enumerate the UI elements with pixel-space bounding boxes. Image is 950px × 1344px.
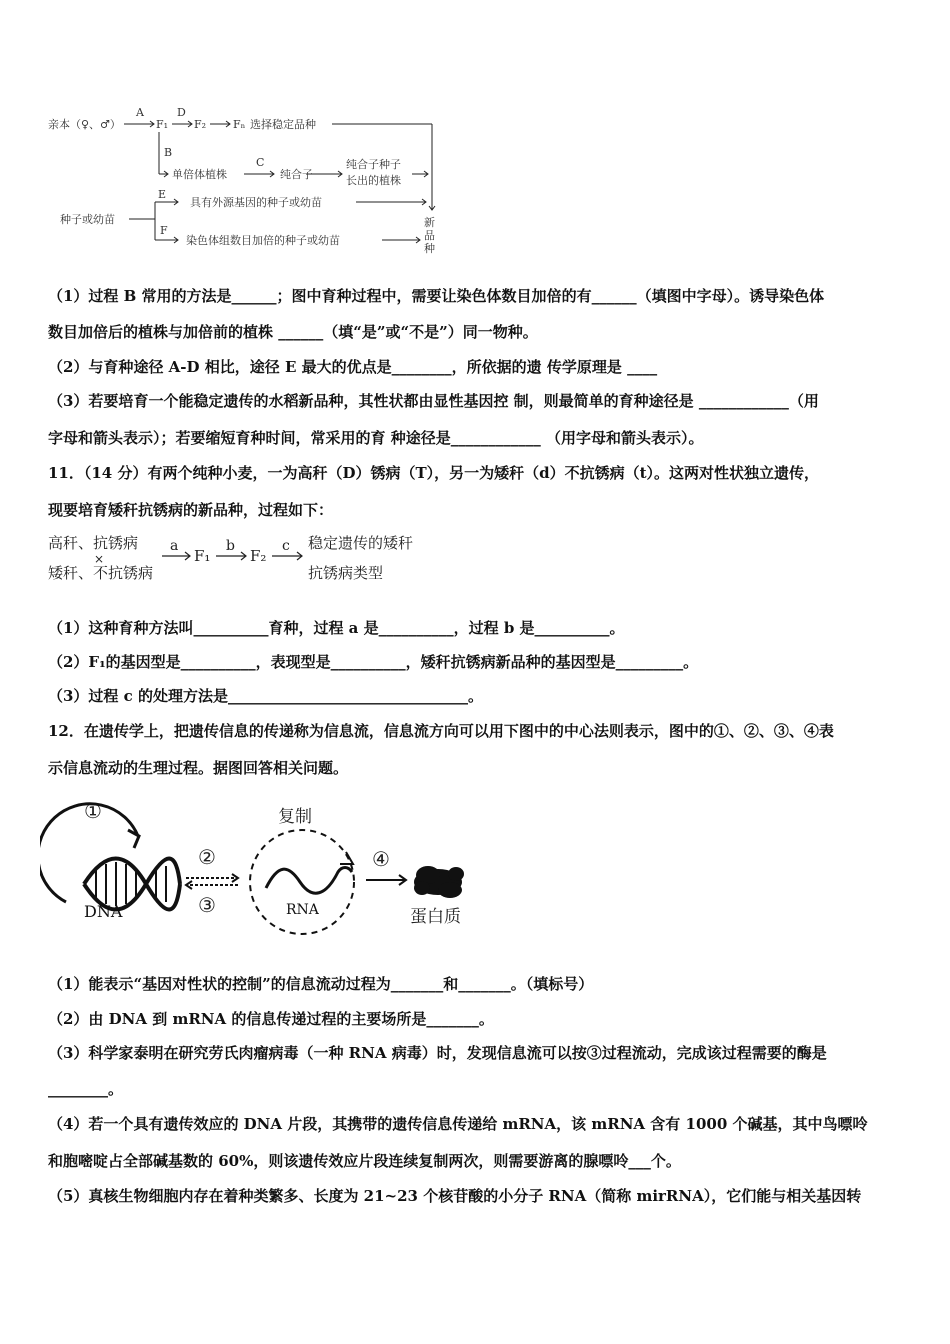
diagram-cross: × <box>94 552 105 566</box>
q11-sub-1: （1）这种育种方法叫__________育种，过程 a 是__________，过程 b 是__________。 <box>48 619 625 637</box>
rna-strand-icon <box>266 868 352 894</box>
label-pure-seed-1: 纯合子种子 <box>346 158 401 171</box>
label-rna: RNA <box>286 902 319 918</box>
diagram-step-a: a <box>170 538 179 554</box>
label-d: D <box>177 106 186 119</box>
diagram-parent-2: 矮秆、不抗锈病 <box>48 564 154 582</box>
label-seed: 种子或幼苗 <box>60 213 115 226</box>
q10-line-5: 字母和箭头表示）；若要缩短育种时间，常采用的育 种途径是____________ （用字母和箭头表示）。 <box>48 429 704 447</box>
label-e: E <box>158 188 167 201</box>
protein-blob-icon <box>414 866 464 898</box>
q11-line-2: 现要培育矮秆抗锈病的新品种，过程如下： <box>48 501 334 519</box>
label-new-1: 新 <box>424 216 435 229</box>
q10-line-2: 数目加倍后的植株与加倍前的植株 ______（填“是”或“不是”）同一物种。 <box>48 323 538 341</box>
label-doubled: 染色体组数目加倍的种子或幼苗 <box>186 234 340 247</box>
q12-sub-5: （5）真核生物细胞内存在着种类繁多、长度为 21~23 个核苷酸的小分子 RNA（简称 mirRNA），它们能与相关基因转 <box>48 1187 862 1205</box>
label-circle-1: ① <box>84 799 102 823</box>
label-f: F <box>160 224 168 237</box>
label-b: B <box>164 146 173 159</box>
q12-line-2: 示信息流动的生理过程。据图回答相关问题。 <box>48 759 349 777</box>
label-circle-3: ③ <box>198 893 216 917</box>
breeding-pathway-diagram <box>40 102 460 262</box>
label-haploid: 单倍体植株 <box>172 168 227 181</box>
label-replication: 复制 <box>278 807 312 827</box>
label-new-3: 种 <box>424 242 435 255</box>
label-dna: DNA <box>84 902 123 921</box>
q11-sub-3: （3）过程 c 的处理方法是________________________________。 <box>48 687 484 705</box>
q12-sub-3b: ________。 <box>48 1080 124 1098</box>
diagram-step-c: c <box>282 538 290 554</box>
label-parent: 亲本（♀、♂） <box>48 118 121 131</box>
q10-line-3: （2）与育种途径 A-D 相比，途径 E 最大的优点是________，所依据的遗 传学原理是 ____ <box>48 358 658 376</box>
label-circle-4: ④ <box>372 847 390 871</box>
label-fn: Fₙ <box>233 118 246 131</box>
label-select: 选择稳定品种 <box>250 118 316 131</box>
central-dogma-diagram <box>40 792 500 940</box>
label-protein: 蛋白质 <box>410 907 461 927</box>
q11-sub-2: （2）F₁的基因型是__________，表现型是__________，矮秆抗锈病新品种的基因型是_________。 <box>48 653 699 671</box>
label-f2: F₂ <box>194 118 207 131</box>
diagram-result-2: 抗锈病类型 <box>308 564 384 582</box>
label-c: C <box>256 156 265 169</box>
q12-sub-4b: 和胞嘧啶占全部碱基数的 60%，则该遗传效应片段连续复制两次，则需要游离的腺嘌呤___个。 <box>48 1152 681 1170</box>
diagram-f1: F₁ <box>194 547 211 565</box>
diagram-result-1: 稳定遗传的矮秆 <box>308 534 414 552</box>
q12-sub-4a: （4）若一个具有遗传效应的 DNA 片段，其携带的遗传信息传递给 mRNA，该 mRNA 含有 1000 个碱基，其中鸟嘌呤 <box>48 1115 868 1133</box>
q12-sub-1: （1）能表示“基因对性状的控制”的信息流动过程为_______和_______。（填标号） <box>48 975 594 993</box>
diagram-step-b: b <box>226 538 235 554</box>
q11-line-1: 11．（14 分）有两个纯种小麦，一为高秆（D）锈病（T），另一为矮秆（d）不抗锈病（t）。这两对性状独立遗传， <box>48 464 820 482</box>
q12-sub-2: （2）由 DNA 到 mRNA 的信息传递过程的主要场所是_______。 <box>48 1010 494 1028</box>
q12-line-1: 12．在遗传学上，把遗传信息的传递称为信息流，信息流方向可以用下图中的中心法则表示，图中的①、②、③、④表 <box>48 722 834 740</box>
diagram-parent-1: 高秆、抗锈病 <box>48 534 139 552</box>
label-circle-2: ② <box>198 845 216 869</box>
q10-line-1: （1）过程 B 常用的方法是______；图中育种过程中，需要让染色体数目加倍的有______（填图中字母）。诱导染色体 <box>48 287 825 305</box>
q10-line-4: （3）若要培育一个能稳定遗传的水稻新品种，其性状都由显性基因控 制，则最简单的育种途径是 ____________（用 <box>48 392 819 410</box>
label-pure: 纯合子 <box>280 168 313 181</box>
q12-sub-3a: （3）科学家泰明在研究劳氏肉瘤病毒（一种 RNA 病毒）时，发现信息流可以按③过程流动，完成该过程需要的酶是 <box>48 1044 827 1062</box>
label-foreign: 具有外源基因的种子或幼苗 <box>190 196 322 209</box>
label-f1: F₁ <box>156 118 169 131</box>
label-pure-seed-2: 长出的植株 <box>346 174 401 187</box>
label-new-2: 品 <box>424 229 435 242</box>
label-a: A <box>136 106 144 119</box>
wheat-breeding-diagram <box>40 528 440 588</box>
diagram-f2: F₂ <box>250 547 267 565</box>
